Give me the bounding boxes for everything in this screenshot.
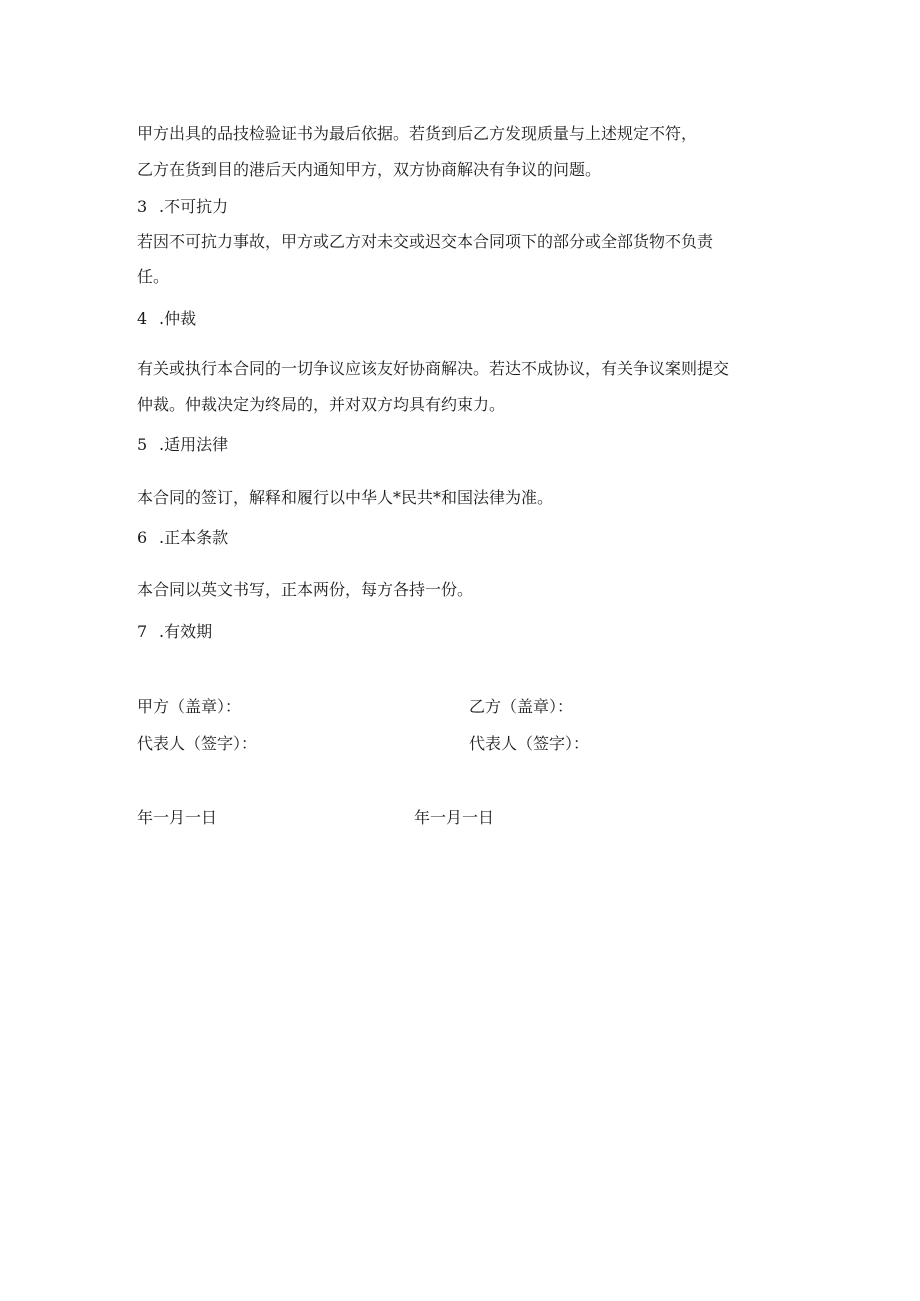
inspection-text-line-2: 乙方在货到目的港后天内通知甲方，双方协商解决有争议的问题。 — [137, 160, 602, 179]
section-title: .不可抗力 — [159, 197, 229, 216]
party-b-seal-label: 乙方（盖章）： — [469, 697, 574, 716]
party-b-representative-label: 代表人（签字）： — [469, 734, 590, 753]
section-heading-validity — [137, 624, 212, 640]
force-majeure-text-line-1: 若因不可抗力事故，甲方或乙方对未交或迟交本合同项下的部分或全部货物不负责 — [137, 232, 714, 251]
applicable-law-text: 本合同的签订，解释和履行以中华人*民共*和国法律为准。 — [137, 488, 554, 507]
force-majeure-text-line-2: 任。 — [137, 267, 170, 286]
section-heading-arbitration — [137, 311, 196, 327]
section-number: 6 — [137, 528, 148, 547]
section-title: .适用法律 — [159, 435, 229, 454]
section-title: .仲裁 — [159, 309, 197, 328]
section-number: 7 — [137, 622, 148, 641]
party-a-date: 年一月一日 — [137, 808, 218, 827]
section-heading-applicable-law — [137, 437, 228, 453]
party-b-date: 年一月一日 — [414, 808, 495, 827]
section-number: 4 — [137, 309, 148, 328]
section-number: 3 — [137, 197, 148, 216]
arbitration-text-line-2: 仲裁。仲裁决定为终局的，并对双方均具有约束力。 — [137, 395, 506, 414]
section-title: .有效期 — [159, 622, 213, 641]
section-number: 5 — [137, 435, 148, 454]
section-heading-original-copies — [137, 530, 228, 546]
party-a-representative-label: 代表人（签字）： — [137, 734, 258, 753]
section-heading-force-majeure — [137, 199, 228, 215]
inspection-text-line-1: 甲方出具的品技检验证书为最后依据。若货到后乙方发现质量与上述规定不符， — [137, 124, 698, 143]
arbitration-text-line-1: 有关或执行本合同的一切争议应该友好协商解决。若达不成协议，有关争议案则提交 — [137, 359, 730, 378]
section-title: .正本条款 — [159, 528, 229, 547]
party-a-seal-label: 甲方（盖章）： — [137, 697, 242, 716]
original-copies-text: 本合同以英文书写，正本两份，每方各持一份。 — [137, 580, 474, 599]
